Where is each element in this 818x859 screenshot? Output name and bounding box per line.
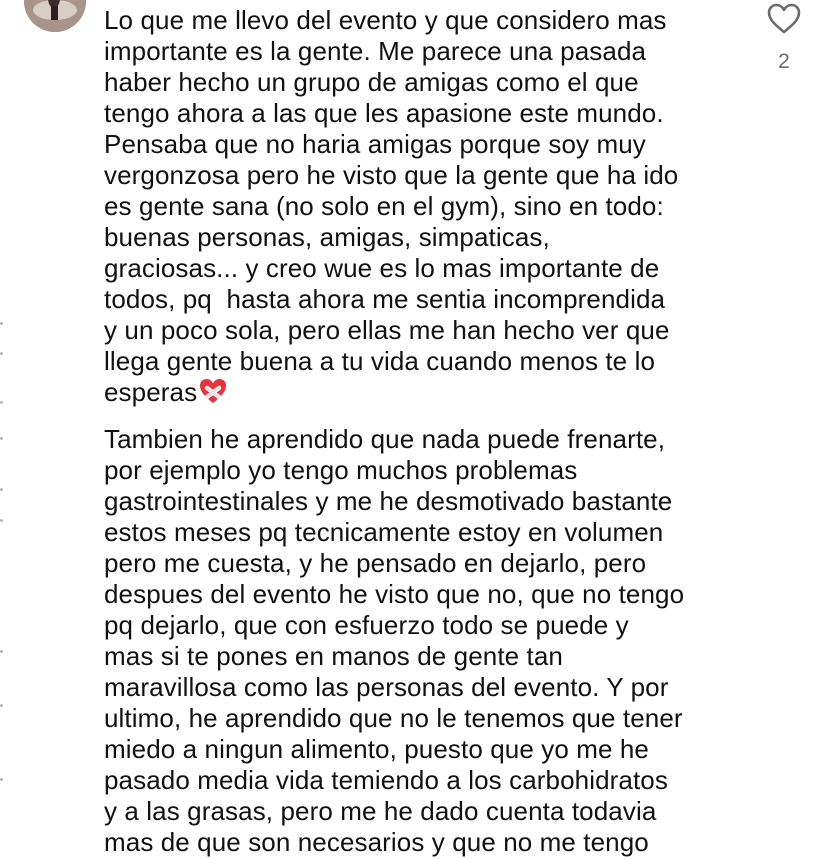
comment-line: gastrointestinales y me he desmotivado bastante xyxy=(104,486,673,516)
avatar[interactable] xyxy=(24,0,86,32)
comment-paragraph xyxy=(104,424,744,858)
comment-line: vergonzosa pero he visto que la gente que ha ido xyxy=(104,160,679,190)
like-column xyxy=(766,2,802,74)
comment-line: pq dejarlo, que con esfuerzo todo se puede y xyxy=(104,610,629,640)
comment-line: Pensaba que no haria amigas porque soy muy xyxy=(104,129,646,159)
comment-line: todos, pq hasta ahora me sentia incomprendida xyxy=(104,284,666,314)
comment-line: despues del evento he visto que no, que no tengo xyxy=(104,579,685,609)
comment-line: Tambien he aprendido que nada puede frenarte, xyxy=(104,424,666,454)
comment-body xyxy=(104,5,744,858)
comment-line: por ejemplo yo tengo muchos problemas xyxy=(104,455,578,485)
comment-line: haber hecho un grupo de amigas como el que xyxy=(104,67,639,97)
comment-line: importante es la gente. Me parece una pasada xyxy=(104,36,647,66)
comment-line: llega gente buena a tu vida cuando menos te lo xyxy=(104,346,656,376)
comment-line: esperas xyxy=(104,377,744,412)
like-count: 2 xyxy=(778,50,790,73)
comment-line: ultimo, he aprendido que no le tenemos que tener xyxy=(104,703,683,733)
comment-line: mas de que son necesarios y que no me tengo xyxy=(104,827,649,857)
comment-line: estos meses pq tecnicamente estoy en volumen xyxy=(104,517,664,547)
comment-paragraph xyxy=(104,5,744,412)
heart-outline-icon[interactable] xyxy=(766,2,802,36)
comment-line: miedo a ningun alimento, puesto que yo me he xyxy=(104,734,649,764)
scroll-edge-markers xyxy=(0,0,4,859)
comment-line: buenas personas, amigas, simpaticas, xyxy=(104,222,550,252)
comment-line: Lo que me llevo del evento y que considero mas xyxy=(104,5,667,35)
comment-line: y a las grasas, pero me he dado cuenta todavia xyxy=(104,796,657,826)
comment-line: mas si te pones en manos de gente tan xyxy=(104,641,563,671)
comment-line: es gente sana (no solo en el gym), sino en todo: xyxy=(104,191,664,221)
comment-line: pasado media vida temiendo a los carbohidratos xyxy=(104,765,668,795)
comment-line: pero me cuesta, y he pensado en dejarlo, pero xyxy=(104,548,647,578)
comment-line: graciosas... y creo wue es lo mas importante de xyxy=(104,253,660,283)
mending-heart-emoji xyxy=(198,377,228,412)
avatar-image xyxy=(24,0,86,32)
comment-line: tengo ahora a las que les apasione este mundo. xyxy=(104,98,664,128)
comment-line: y un poco sola, pero ellas me han hecho ver que xyxy=(104,315,670,345)
comment-line: maravillosa como las personas del evento. Y por xyxy=(104,672,669,702)
